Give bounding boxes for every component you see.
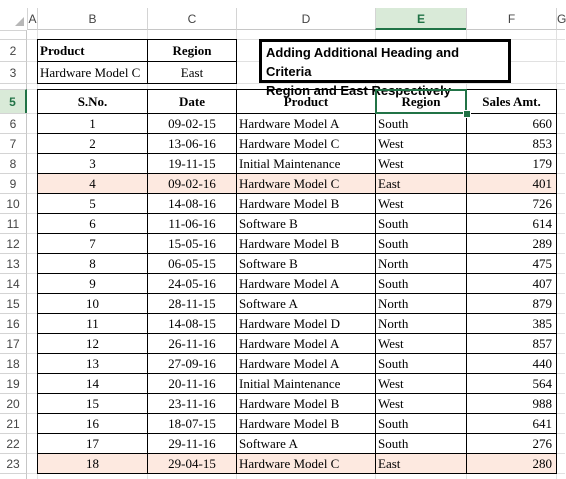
table-cell[interactable]: 18-07-15 xyxy=(147,413,237,434)
table-cell[interactable]: 09-02-16 xyxy=(147,173,237,194)
table-cell[interactable]: 9 xyxy=(37,273,148,294)
table-cell[interactable]: Hardware Model C xyxy=(236,453,376,474)
table-cell[interactable]: 1 xyxy=(37,113,148,134)
row-header-13[interactable]: 13 xyxy=(0,253,27,273)
table-cell[interactable]: West xyxy=(375,333,467,354)
table-cell[interactable]: 13-06-16 xyxy=(147,133,237,154)
table-cell[interactable]: 09-02-15 xyxy=(147,113,237,134)
table-cell[interactable]: 4 xyxy=(37,173,148,194)
row-header-2[interactable]: 2 xyxy=(0,39,27,61)
column-header-d[interactable]: D xyxy=(236,8,375,30)
annotation-line: Region and East Respectively xyxy=(266,83,451,98)
column-header-c[interactable]: C xyxy=(147,8,236,30)
table-cell[interactable]: 879 xyxy=(466,293,557,314)
table-cell[interactable]: 27-09-16 xyxy=(147,353,237,374)
table-cell[interactable]: Software B xyxy=(236,253,376,274)
column-header-e[interactable]: E xyxy=(375,8,466,30)
table-cell[interactable]: West xyxy=(375,133,467,154)
column-header-a[interactable]: A xyxy=(27,8,37,30)
table-cell[interactable]: 407 xyxy=(466,273,557,294)
table-cell[interactable]: Hardware Model B xyxy=(236,393,376,414)
row-header-6[interactable]: 6 xyxy=(0,113,27,133)
table-cell[interactable]: 3 xyxy=(37,153,148,174)
table-cell[interactable]: 15-05-16 xyxy=(147,233,237,254)
table-cell[interactable]: 26-11-16 xyxy=(147,333,237,354)
table-cell[interactable]: South xyxy=(375,413,467,434)
row-header-24[interactable] xyxy=(0,473,27,479)
table-cell[interactable]: South xyxy=(375,233,467,254)
table-cell[interactable]: 660 xyxy=(466,113,557,134)
criteria-value[interactable]: East xyxy=(147,61,237,84)
row-header-15[interactable]: 15 xyxy=(0,293,27,313)
column-header-b[interactable]: B xyxy=(37,8,147,30)
row-header-14[interactable]: 14 xyxy=(0,273,27,293)
table-cell[interactable]: 12 xyxy=(37,333,148,354)
table-cell[interactable]: 29-11-16 xyxy=(147,433,237,454)
table-cell[interactable]: 23-11-16 xyxy=(147,393,237,414)
row-header-9[interactable]: 9 xyxy=(0,173,27,193)
table-header-s-no[interactable]: S.No. xyxy=(37,89,148,114)
row-header-19[interactable]: 19 xyxy=(0,373,27,393)
table-cell[interactable]: 13 xyxy=(37,353,148,374)
table-cell[interactable]: 853 xyxy=(466,133,557,154)
table-cell[interactable]: West xyxy=(375,193,467,214)
table-cell[interactable]: North xyxy=(375,253,467,274)
table-cell[interactable]: 276 xyxy=(466,433,557,454)
table-cell[interactable]: Initial Maintenance xyxy=(236,153,376,174)
table-cell[interactable]: Hardware Model A xyxy=(236,273,376,294)
table-cell[interactable]: 401 xyxy=(466,173,557,194)
table-cell[interactable]: 29-04-15 xyxy=(147,453,237,474)
table-cell[interactable]: 20-11-16 xyxy=(147,373,237,394)
table-cell[interactable]: Hardware Model C xyxy=(236,173,376,194)
table-cell[interactable]: Software A xyxy=(236,433,376,454)
table-cell[interactable]: 726 xyxy=(466,193,557,214)
table-cell[interactable]: 14-08-16 xyxy=(147,193,237,214)
table-cell[interactable]: 14-08-15 xyxy=(147,313,237,334)
table-cell[interactable]: 7 xyxy=(37,233,148,254)
table-cell[interactable]: 385 xyxy=(466,313,557,334)
table-cell[interactable]: West xyxy=(375,373,467,394)
table-header-region[interactable]: Region xyxy=(375,89,467,114)
table-cell[interactable]: South xyxy=(375,213,467,234)
row-header-8[interactable]: 8 xyxy=(0,153,27,173)
table-cell[interactable]: 19-11-15 xyxy=(147,153,237,174)
table-cell[interactable]: 11 xyxy=(37,313,148,334)
table-header-sales-amt[interactable]: Sales Amt. xyxy=(466,89,557,114)
table-header-date[interactable]: Date xyxy=(147,89,237,114)
row-header-1[interactable] xyxy=(0,30,27,39)
table-cell[interactable]: North xyxy=(375,313,467,334)
table-cell[interactable]: 28-11-15 xyxy=(147,293,237,314)
select-all-icon xyxy=(15,17,24,26)
table-cell[interactable]: 11-06-16 xyxy=(147,213,237,234)
table-cell[interactable]: 280 xyxy=(466,453,557,474)
row-header-23[interactable]: 23 xyxy=(0,453,27,473)
table-cell[interactable]: 14 xyxy=(37,373,148,394)
row-header-18[interactable]: 18 xyxy=(0,353,27,373)
select-all-button[interactable] xyxy=(0,0,27,30)
table-cell[interactable]: 18 xyxy=(37,453,148,474)
table-cell[interactable]: Initial Maintenance xyxy=(236,373,376,394)
table-cell[interactable]: 614 xyxy=(466,213,557,234)
table-cell[interactable]: West xyxy=(375,393,467,414)
row-header-21[interactable]: 21 xyxy=(0,413,27,433)
row-header-10[interactable]: 10 xyxy=(0,193,27,213)
table-cell[interactable]: South xyxy=(375,433,467,454)
row-header-3[interactable]: 3 xyxy=(0,61,27,83)
table-cell[interactable]: 179 xyxy=(466,153,557,174)
table-cell[interactable]: 440 xyxy=(466,353,557,374)
table-cell[interactable]: 24-05-16 xyxy=(147,273,237,294)
table-cell[interactable]: Hardware Model B xyxy=(236,193,376,214)
criteria-value[interactable]: Hardware Model C xyxy=(37,61,148,84)
table-header-product[interactable]: Product xyxy=(236,89,376,114)
column-header-bar xyxy=(0,0,565,30)
row-header-12[interactable]: 12 xyxy=(0,233,27,253)
table-cell[interactable]: South xyxy=(375,353,467,374)
table-cell[interactable]: Hardware Model B xyxy=(236,413,376,434)
table-cell[interactable]: 475 xyxy=(466,253,557,274)
table-cell[interactable]: 06-05-15 xyxy=(147,253,237,274)
table-cell[interactable]: Hardware Model C xyxy=(236,133,376,154)
annotation-textbox xyxy=(259,39,511,98)
column-header-f[interactable]: F xyxy=(466,8,556,30)
table-cell[interactable]: 289 xyxy=(466,233,557,254)
table-cell[interactable]: East xyxy=(375,453,467,474)
row-header-11[interactable]: 11 xyxy=(0,213,27,233)
annotation-line: Adding Additional Heading and Criteria xyxy=(266,45,460,79)
table-cell[interactable]: Hardware Model B xyxy=(236,233,376,254)
criteria-header-product[interactable]: Product xyxy=(37,39,148,62)
table-cell[interactable]: 8 xyxy=(37,253,148,274)
row-header-5[interactable]: 5 xyxy=(0,89,27,113)
table-cell[interactable]: Hardware Model A xyxy=(236,113,376,134)
table-cell[interactable]: 16 xyxy=(37,413,148,434)
row-header-17[interactable]: 17 xyxy=(0,333,27,353)
table-cell[interactable]: Software B xyxy=(236,213,376,234)
table-cell[interactable]: Hardware Model A xyxy=(236,333,376,354)
table-cell[interactable]: North xyxy=(375,293,467,314)
row-header-22[interactable]: 22 xyxy=(0,433,27,453)
table-cell[interactable]: Software A xyxy=(236,293,376,314)
row-header-16[interactable]: 16 xyxy=(0,313,27,333)
table-cell[interactable]: 6 xyxy=(37,213,148,234)
criteria-header-region[interactable]: Region xyxy=(147,39,237,62)
table-cell[interactable]: 10 xyxy=(37,293,148,314)
table-cell[interactable]: 857 xyxy=(466,333,557,354)
table-cell[interactable]: 641 xyxy=(466,413,557,434)
table-cell[interactable]: 5 xyxy=(37,193,148,214)
table-cell[interactable]: 564 xyxy=(466,373,557,394)
row-header-20[interactable]: 20 xyxy=(0,393,27,413)
row-header-7[interactable]: 7 xyxy=(0,133,27,153)
table-cell[interactable]: West xyxy=(375,153,467,174)
table-cell[interactable]: 2 xyxy=(37,133,148,154)
table-cell[interactable]: 988 xyxy=(466,393,557,414)
fill-handle[interactable] xyxy=(463,110,471,118)
table-cell[interactable]: South xyxy=(375,113,467,134)
table-cell[interactable]: 17 xyxy=(37,433,148,454)
table-cell[interactable]: South xyxy=(375,273,467,294)
table-cell[interactable]: 15 xyxy=(37,393,148,414)
table-cell[interactable]: East xyxy=(375,173,467,194)
table-cell[interactable]: Hardware Model A xyxy=(236,353,376,374)
column-header-g[interactable]: G xyxy=(556,8,565,30)
table-cell[interactable]: Hardware Model D xyxy=(236,313,376,334)
active-cell-outline xyxy=(375,89,467,114)
